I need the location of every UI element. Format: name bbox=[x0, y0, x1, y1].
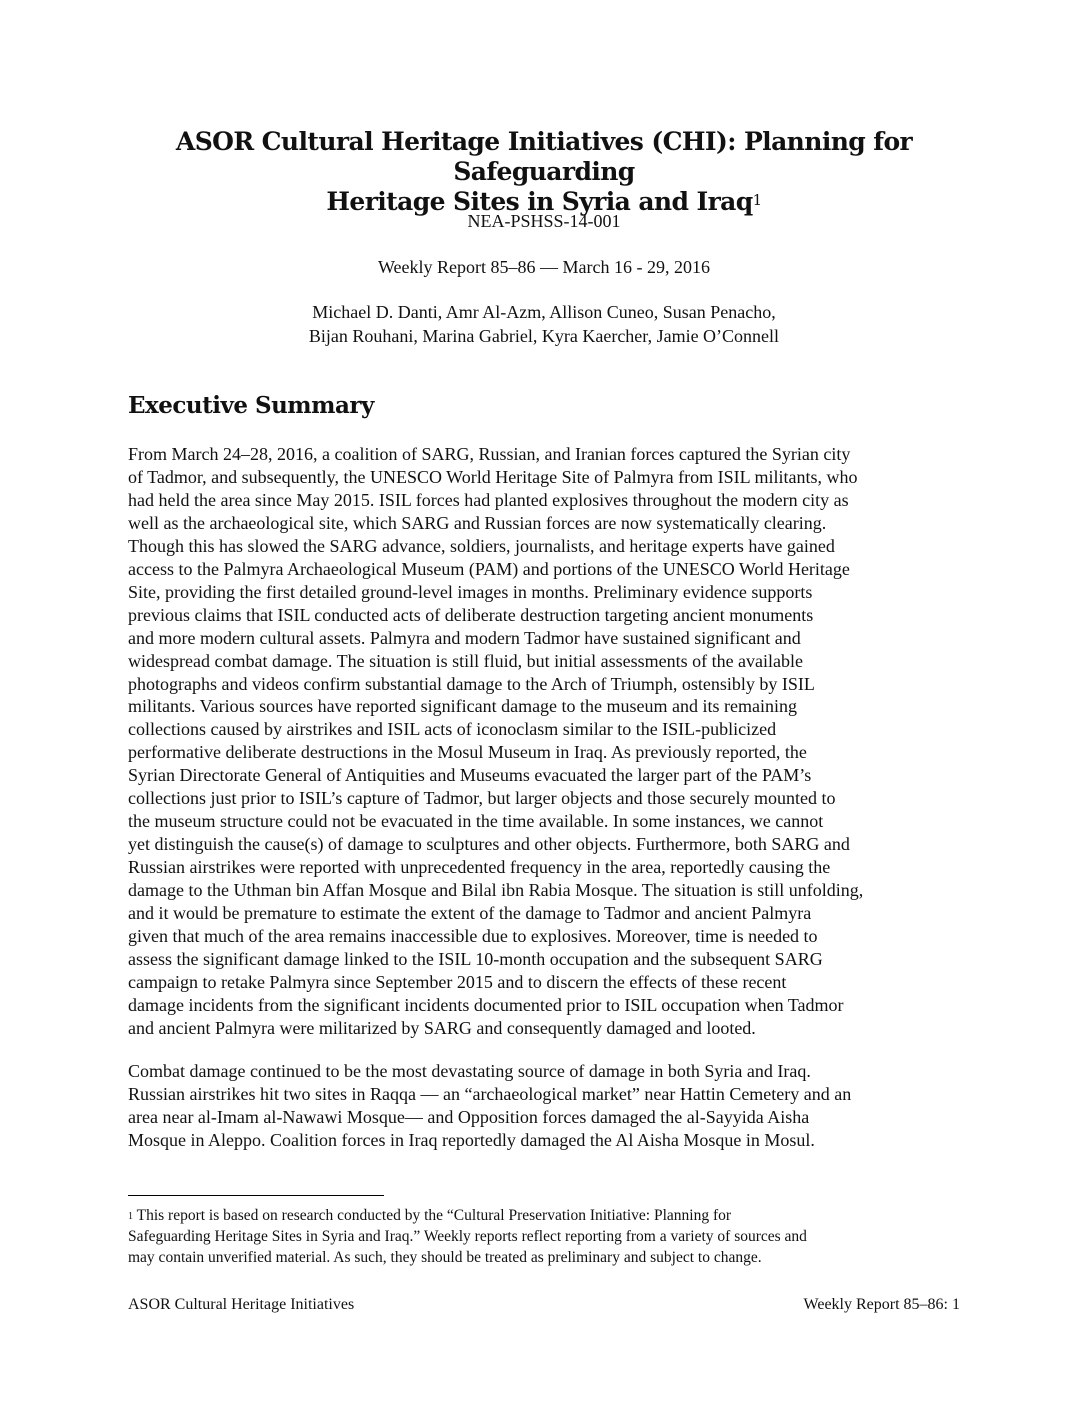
paragraph-line: Mosque in Aleppo. Coalition forces in Iraq reportedly damaged the Al Aisha Mosque in Mosul. bbox=[128, 1129, 815, 1150]
paragraph-line: Syrian Directorate General of Antiquities and Museums evacuated the larger part of the PAM’s bbox=[128, 765, 812, 786]
paragraph-line: performative deliberate destructions in the Mosul Museum in Iraq. As previously reported, the bbox=[128, 742, 807, 763]
paragraph-line: campaign to retake Palmyra since September 2015 and to discern the effects of these recent bbox=[128, 971, 787, 992]
title-line-2-text: Heritage Sites in Syria and Iraq bbox=[326, 187, 753, 216]
paragraph-line: well as the archaeological site, which SARG and Russian forces are now systematically clearing. bbox=[128, 512, 827, 533]
paragraph-line: access to the Palmyra Archaeological Museum (PAM) and portions of the UNESCO World Heritage bbox=[128, 558, 850, 579]
paragraph-line: the museum structure could not be evacuated in the time available. In some instances, we cannot bbox=[128, 811, 824, 832]
title-footnote-marker[interactable]: 1 bbox=[752, 191, 762, 209]
footnote-marker: 1 bbox=[128, 1211, 133, 1222]
paragraph-line: militants. Various sources have reported significant damage to the museum and its remaining bbox=[128, 696, 798, 717]
paragraph-line: photographs and videos confirm substantial damage to the Arch of Triumph, ostensibly by ISIL bbox=[128, 673, 815, 694]
paragraph-line: had held the area since May 2015. ISIL forces had planted explosives throughout the modern city as bbox=[128, 489, 849, 510]
footer-organization: ASOR Cultural Heritage Initiatives bbox=[128, 1296, 355, 1313]
paragraph-line: collections just prior to ISIL’s capture of Tadmor, but larger objects and those securely mounted to bbox=[128, 788, 836, 809]
paragraph-line: Combat damage continued to be the most devastating source of damage in both Syria and Iraq. bbox=[128, 1061, 811, 1081]
title-line-1: ASOR Cultural Heritage Initiatives (CHI): Planning for Safeguarding bbox=[175, 127, 913, 186]
paragraph-line: collections caused by airstrikes and ISIL acts of iconoclasm similar to the ISIL-publicized bbox=[128, 719, 777, 740]
footnote-line-2: Safeguarding Heritage Sites in Syria and Iraq.” Weekly reports reflect reporting from a variety of sources and bbox=[128, 1228, 807, 1245]
paragraph-line: assess the significant damage linked to the ISIL 10-month occupation and the subsequent SARG bbox=[128, 948, 823, 969]
executive-summary-heading: Executive Summary bbox=[128, 392, 374, 419]
footnote-line-3: may contain unverified material. As such, they should be treated as preliminary and subject to change. bbox=[128, 1249, 762, 1266]
footnote-line-1 bbox=[128, 1205, 962, 1226]
paragraph-line: yet distinguish the cause(s) of damage to sculptures and other objects. Furthermore, both SARG and bbox=[128, 834, 850, 855]
grant-code: NEA-PSHSS-14-001 bbox=[467, 211, 621, 231]
paragraph-line: damage to the Uthman bin Affan Mosque and Bilal ibn Rabia Mosque. The situation is still unfolding, bbox=[128, 880, 864, 901]
footnote-divider bbox=[128, 1195, 384, 1196]
paragraph-line: previous claims that ISIL conducted acts of deliberate destruction targeting ancient monuments bbox=[128, 604, 814, 625]
paragraph-line: of Tadmor, and subsequently, the UNESCO World Heritage Site of Palmyra from ISIL militants, who bbox=[128, 466, 858, 487]
paragraph-line: Russian airstrikes were reported with unprecedented frequency in the area, reportedly causing the bbox=[128, 857, 831, 878]
paragraph-line: Russian airstrikes hit two sites in Raqqa — an “archaeological market” near Hattin Cemetery and an bbox=[128, 1083, 852, 1104]
paragraph-line: Though this has slowed the SARG advance, soldiers, journalists, and heritage experts have gained bbox=[128, 535, 835, 556]
footer-page-number: Weekly Report 85–86: 1 bbox=[803, 1296, 960, 1313]
paragraph-line: and more modern cultural assets. Palmyra and modern Tadmor have sustained significant and bbox=[128, 627, 801, 648]
summary-paragraph-1 bbox=[128, 443, 962, 1040]
report-line: Weekly Report 85–86 — March 16 - 29, 2016 bbox=[378, 257, 710, 277]
authors-line-1: Michael D. Danti, Amr Al-Azm, Allison Cuneo, Susan Penacho, bbox=[312, 302, 776, 322]
footnote-line-text: This report is based on research conducted by the “Cultural Preservation Initiative: Planning for bbox=[133, 1207, 732, 1224]
paragraph-line: and it would be premature to estimate the extent of the damage to Tadmor and ancient Palmyra bbox=[128, 903, 812, 924]
authors bbox=[128, 300, 960, 348]
paragraph-line: widespread combat damage. The situation is still fluid, but initial assessments of the available bbox=[128, 650, 804, 671]
summary-paragraph-2 bbox=[128, 1060, 962, 1152]
paragraph-line: given that much of the area remains inaccessible due to explosives. Moreover, time is needed to bbox=[128, 926, 818, 947]
paragraph-line: and ancient Palmyra were militarized by SARG and consequently damaged and looted. bbox=[128, 1017, 756, 1038]
document-title bbox=[128, 127, 960, 217]
paragraph-line: damage incidents from the significant incidents documented prior to ISIL occupation when Tadmor bbox=[128, 994, 844, 1015]
paragraph-line: Site, providing the first detailed ground-level images in months. Preliminary evidence supports bbox=[128, 581, 813, 602]
footnote bbox=[128, 1205, 962, 1268]
paragraph-line: area near al-Imam al-Nawawi Mosque— and Opposition forces damaged the al-Sayyida Aisha bbox=[128, 1106, 810, 1127]
authors-line-2: Bijan Rouhani, Marina Gabriel, Kyra Kaercher, Jamie O’Connell bbox=[308, 326, 780, 346]
paragraph-line: From March 24–28, 2016, a coalition of SARG, Russian, and Iranian forces captured the Syrian city bbox=[128, 444, 851, 464]
